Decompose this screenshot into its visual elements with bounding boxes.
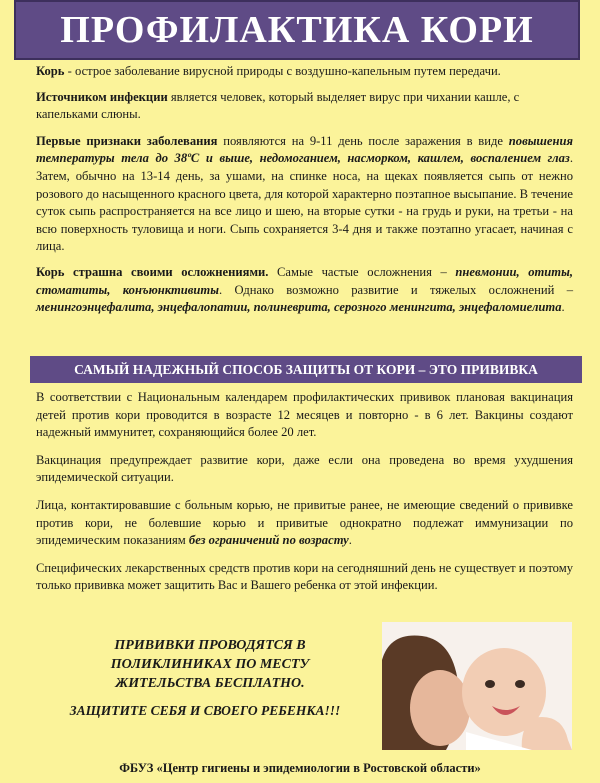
callout-line: ПОЛИКЛИНИКАХ ПО МЕСТУ [110,657,310,672]
callout-line: ПРИВИВКИ ПРОВОДЯТСЯ В [114,638,306,653]
vaccination-section [36,389,573,595]
prevention-paragraph: Вакцинация предупреждает развитие кори, даже если она проведена во время ухудшения эпидемической ситуации. [36,452,573,485]
vaccination-banner-text: САМЫЙ НАДЕЖНЫЙ СПОСОБ ЗАЩИТЫ ОТ КОРИ – ЭТО ПРИВИВКА [74,361,538,377]
symptoms-paragraph: Первые признаки заболевания появляются на 9-11 день после заражения в виде повышения температуры тела до 38ºС и выше, недомоганием, насморком, кашлем, воспалением глаз. Затем, обычно на 13-14 день, за ушами, на спинке носа, на щеках появляется сыпь от нежно розового до насыщенного красного цвета, для которой характерно поэтапное высыпание. В течение суток сыпь распространяется на все лицо и шею, на вторые сутки - на грудь и руки, на третьи - на всю поверхность туловища и ноги. Сыпь сохраняется 3-4 дня и также поэтапно угасает, начиная с лица. [36,133,573,254]
footer-organization: ФБУЗ «Центр гигиены и эпидемиологии в Ростовской области» [119,761,481,775]
source-paragraph: Источником инфекции является человек, который выделяет вирус при чихании кашле, с капельками слюны. [36,89,520,122]
definition-paragraph: Корь - острое заболевание вирусной природы с воздушно-капельным путем передачи. [36,64,501,78]
baby-eye-left [485,680,495,688]
vaccination-banner [30,356,582,383]
mother-baby-photo [382,622,572,750]
page-title: ПРОФИЛАКТИКА КОРИ [60,9,534,51]
contacts-paragraph: Лица, контактировавшие с больным корью, не привитые ранее, не имеющие сведений о прививке против кори, не болевшие корью и привитые однократно подлежат иммунизации по эпидемическим показаниям без ограничений по возрасту. [36,497,573,548]
no-medicine-paragraph: Специфических лекарственных средств против кори на сегодняшний день не существует и поэтому только прививка может защитить Вас и Вашего ребенка от этой инфекции. [36,560,573,593]
calendar-paragraph: В соответствии с Национальным календарем профилактических прививок плановая вакцинация детей против кори проводится в возрасте 12 месяцев и повторно - в 6 лет. Вакцины создают надежный иммунитет, сохраняющийся более 20 лет. [36,390,573,440]
complications-paragraph: Корь страшна своими осложнениями. Самые частые осложнения – пневмонии, отиты, стоматиты, конъюнктивиты. Однако возможно развитие и тяжелых осложнений – менингоэнцефалита, энцефалопатии, полиневрита, серозного менингита, энцефаломиелита. [36,264,573,315]
intro-section [36,63,573,317]
title-banner [14,0,580,60]
baby-eye-right [515,680,525,688]
mother-face [410,670,470,746]
free-vaccination-callout [50,636,370,693]
protect-callout: ЗАЩИТИТЕ СЕБЯ И СВОЕГО РЕБЕНКА!!! [69,703,341,718]
callout-line: ЖИТЕЛЬСТВА БЕСПЛАТНО. [115,676,305,691]
